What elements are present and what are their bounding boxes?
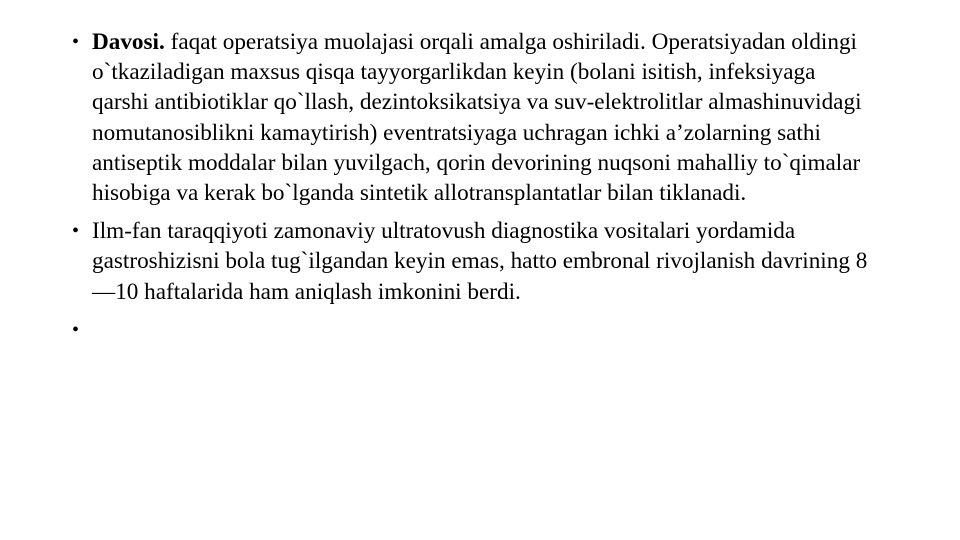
bullet-text: Ilm-fan taraqqiyoti zamonaviy ultratovush diagnostika vositalari yordamida gastroshizisni bola tug`ilgandan keyin emas, hatto embronal rivojlanish davrining 8—10 haftalarida ham aniqlash imkonini berdi. — [92, 218, 868, 305]
bullet-icon: • — [72, 318, 80, 341]
bullet-list — [72, 27, 872, 341]
bullet-icon: • — [72, 220, 80, 243]
bullet-icon: • — [72, 31, 80, 53]
bullet-item-diagnostics — [72, 216, 872, 307]
bullet-heading: Davosi. — [92, 29, 165, 55]
bullet-item-treatment — [72, 27, 872, 208]
bullet-text: faqat operatsiya muolajasi orqali amalga oshiriladi. Operatsiyadan oldingi o`tkaziladigan maxsus qisqa tayyorgarlikdan keyin (bolani isitish, infeksiyaga qarshi antibiotiklar qo`llash, dezintoksikatsiya va suv-elektrolitlar almashinuvidagi nomutanosiblikni kamaytirish) eventratsiyaga uchragan ichki a’zolarning sathi antiseptik moddalar bilan yuvilgach, qorin devorining nuqsoni mahalliy to`qimalar hisobiga va kerak bo`lganda sintetik allotransplantatlar bilan tiklanadi. — [92, 29, 862, 207]
